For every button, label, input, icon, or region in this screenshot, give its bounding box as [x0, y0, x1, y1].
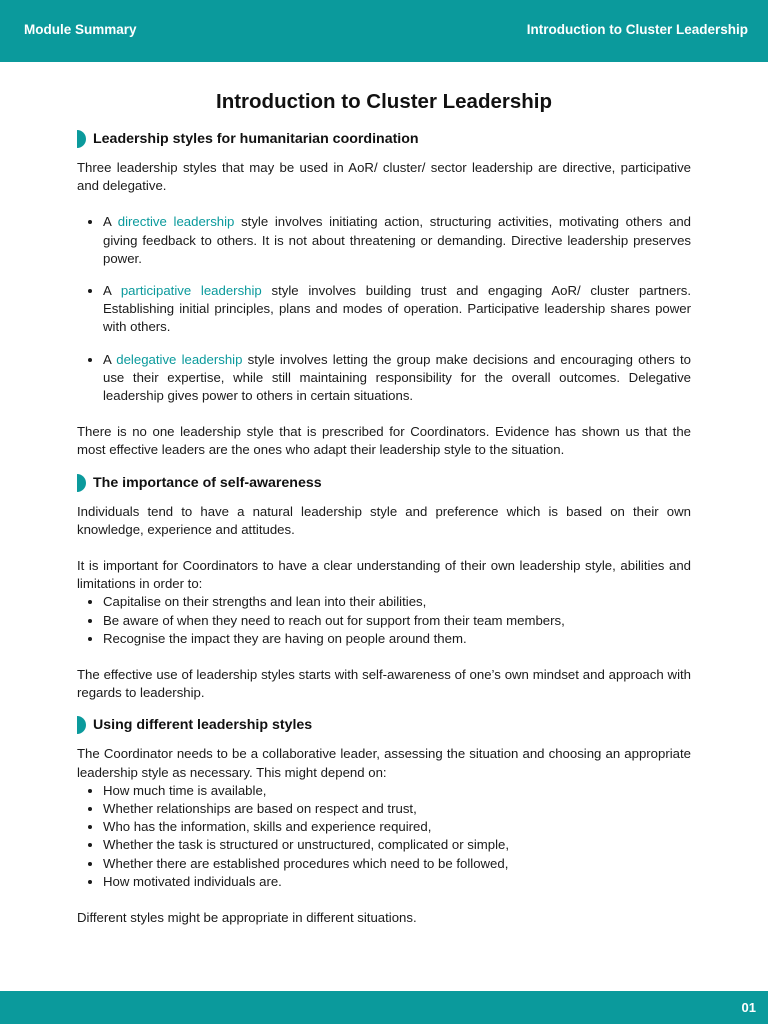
section-heading-text: The importance of self-awareness [93, 474, 322, 491]
footer-bar [0, 991, 768, 1024]
list-item: • How motivated individuals are. [103, 873, 691, 891]
header-title: Introduction to Cluster Leadership [526, 22, 748, 37]
term-directive: directive leadership [117, 214, 235, 230]
list-item: • Be aware of when they need to reach out for support from their team members, [103, 612, 691, 630]
item-prefix: A [103, 351, 117, 367]
term-participative: participative leadership [120, 283, 262, 299]
list-item [103, 351, 691, 406]
section-heading-awareness [77, 473, 691, 493]
header-bar [0, 0, 768, 62]
item-prefix: A [103, 283, 121, 299]
item-text: style involves initiating action, structuring activities, motivating others and giving feedback to others. It is not about threatening or demanding. Directive leadership preserves power. [103, 214, 692, 266]
styles-list [77, 213, 691, 405]
section-heading-text: Using different leadership styles [93, 717, 313, 734]
item-text: style involves building trust and engaging AoR/ cluster partners. Establishing initial principles, plans and modes of operation. Participative leadership shares power with others. [103, 283, 691, 335]
list-item: • Whether there are established procedures which need to be followed, [103, 855, 691, 873]
item-prefix: A [103, 214, 118, 230]
page-number: 01 [741, 1000, 756, 1015]
awareness-para2: It is important for Coordinators to have a clear understanding of their own leadership style, abilities and limitations in order to: [77, 558, 691, 592]
section-marker-icon [77, 474, 86, 492]
section-heading-styles [77, 129, 691, 149]
using-closing: Different styles might be appropriate in different situations. [77, 910, 417, 926]
styles-closing: There is no one leadership style that is prescribed for Coordinators. Evidence has shown us that the most effective leaders are the ones who adapt their leadership style to the situation. [77, 424, 691, 458]
module-summary-label: Module Summary [24, 22, 137, 37]
list-item: • How much time is available, [103, 782, 691, 800]
awareness-list [77, 593, 691, 648]
item-text: style involves letting the group make decisions and encouraging others to use their expertise, while still maintaining responsibility for the overall outcomes. Delegative leadership gives power to others in certain situations. [103, 351, 692, 404]
list-item [103, 282, 691, 337]
section-marker-icon [77, 716, 86, 734]
list-item: • Recognise the impact they are having on people around them. [103, 630, 691, 648]
section-marker-icon [77, 130, 86, 148]
using-list [77, 782, 691, 891]
section-heading-text: Leadership styles for humanitarian coordination [93, 131, 419, 147]
awareness-para1: Individuals tend to have a natural leadership style and preference which is based on their own knowledge, experience and attitudes. [77, 503, 691, 537]
page-title: Introduction to Cluster Leadership [216, 90, 552, 113]
list-item: • Whether relationships are based on respect and trust, [103, 800, 691, 818]
term-delegative: delegative leadership [116, 351, 243, 367]
awareness-closing: The effective use of leadership styles starts with self-awareness of one’s own mindset and approach with regards to leadership. [77, 667, 691, 701]
list-item [103, 213, 691, 268]
section-heading-using [77, 715, 691, 735]
using-intro: The Coordinator needs to be a collaborative leader, assessing the situation and choosing an appropriate leadership style as necessary. This might depend on: [77, 746, 691, 780]
document-body [77, 88, 691, 927]
list-item: • Who has the information, skills and experience required, [103, 818, 691, 836]
styles-intro: Three leadership styles that may be used in AoR/ cluster/ sector leadership are directive, participative and delegative. [77, 160, 691, 194]
list-item: • Capitalise on their strengths and lean into their abilities, [103, 593, 691, 611]
list-item: • Whether the task is structured or unstructured, complicated or simple, [103, 836, 691, 854]
